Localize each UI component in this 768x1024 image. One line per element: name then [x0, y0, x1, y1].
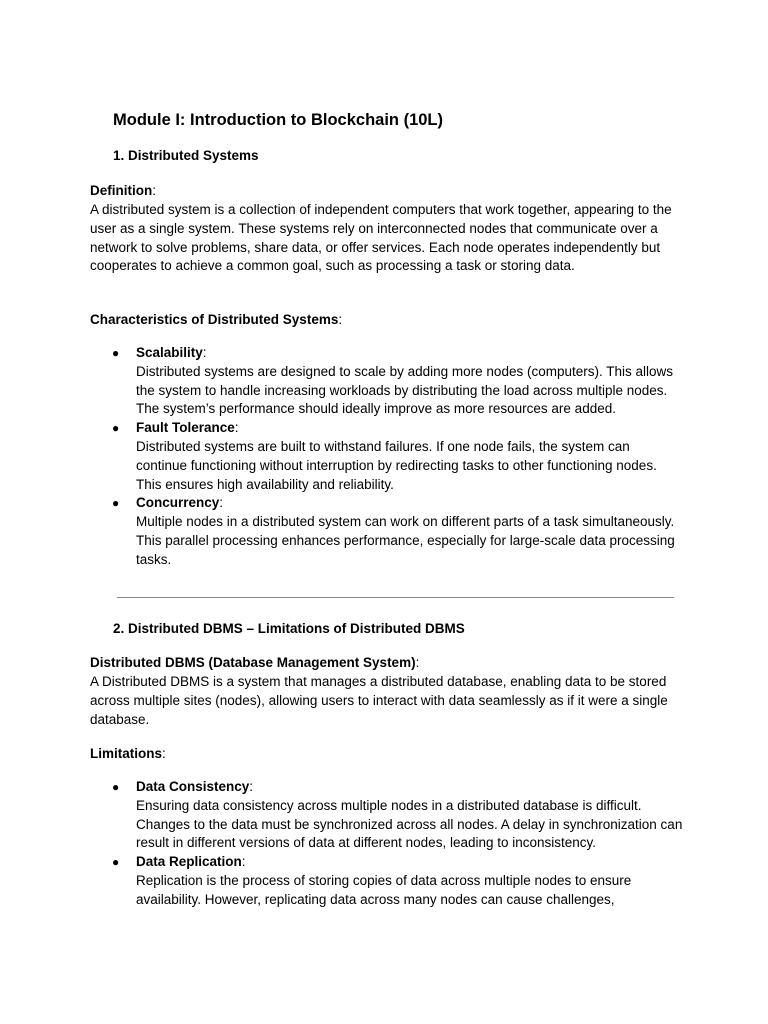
- list-item-term: Data Replication: [136, 854, 242, 870]
- list-item-data-consistency: [90, 778, 690, 853]
- section-heading-distributed-dbms: 2. Distributed DBMS – Limitations of Distributed DBMS: [113, 621, 465, 636]
- label-colon: :: [338, 312, 343, 327]
- list-item-term: Data Consistency: [136, 779, 250, 794]
- label-colon: :: [249, 779, 254, 794]
- bullet-icon: ●: [112, 421, 120, 436]
- characteristics-list: [90, 344, 690, 570]
- list-item-data-replication: [90, 853, 690, 909]
- ddbms-label: Distributed DBMS (Database Management System): [90, 655, 416, 670]
- list-item-fault-tolerance: [90, 419, 690, 494]
- list-item-term: Fault Tolerance: [136, 420, 235, 436]
- definition-paragraph: A distributed system is a collection of independent computers that work together, appearing to the user as a single system. These systems rely on interconnected nodes that communicate over a network to solve problems, share data, or offer services. Each node operates independently but cooperates to achieve a common goal, such as processing a task or storing data.: [90, 202, 672, 274]
- list-item-text: Distributed systems are built to withstand failures. If one node fails, the system can continue functioning without interruption by redirecting tasks to other functioning nodes. This ensures high availability and reliability.: [136, 438, 657, 492]
- ddbms-paragraph: A Distributed DBMS is a system that manages a distributed database, enabling data to be stored across multiple sites (nodes), allowing users to interact with data seamlessly as if it were a single database.: [90, 674, 668, 727]
- bullet-icon: ●: [112, 855, 120, 870]
- characteristics-label: Characteristics of Distributed Systems: [90, 312, 339, 327]
- list-item-text: Ensuring data consistency across multiple nodes in a distributed database is difficult. Changes to the data must be synchronized across all nodes. A delay in synchronization can result in different versions of data at different nodes, leading to inconsistency.: [136, 797, 683, 851]
- list-item-text: Distributed systems are designed to scale by adding more nodes (computers). This allows the system to handle increasing workloads by distributing the load across multiple nodes. The system’s performance should ideally improve as more resources are added.: [136, 363, 674, 417]
- section-heading-distributed-systems: 1. Distributed Systems: [113, 148, 259, 163]
- label-colon: :: [234, 420, 239, 436]
- label-colon: :: [241, 854, 246, 870]
- definition-label: Definition: [90, 183, 153, 198]
- label-colon: :: [415, 655, 420, 670]
- definition-label-line: [90, 182, 156, 200]
- limitations-label: Limitations: [90, 746, 163, 761]
- label-colon: :: [219, 495, 224, 511]
- label-colon: :: [162, 746, 166, 761]
- label-colon: :: [152, 183, 157, 198]
- module-title: Module I: Introduction to Blockchain (10L): [113, 111, 443, 129]
- list-item-term: Scalability: [136, 345, 203, 360]
- bullet-icon: ●: [112, 346, 120, 360]
- list-item-text: Replication is the process of storing copies of data across multiple nodes to ensure availability. However, replicating data across many nodes can cause challenges,: [136, 872, 632, 907]
- horizontal-divider: [117, 597, 674, 598]
- list-item-term: Concurrency: [136, 495, 220, 511]
- bullet-icon: ●: [112, 780, 120, 794]
- bullet-icon: ●: [112, 496, 120, 511]
- list-item-text: Multiple nodes in a distributed system can work on different parts of a task simultaneously. This parallel processing enhances performance, especially for large-scale data processing tasks.: [136, 514, 675, 567]
- limitations-label-line: [90, 745, 166, 763]
- characteristics-label-line: [90, 311, 342, 329]
- label-colon: :: [202, 345, 207, 360]
- list-item-concurrency: [90, 494, 690, 569]
- list-item-scalability: [90, 344, 690, 419]
- limitations-list: [90, 778, 690, 910]
- ddbms-label-line: [90, 654, 419, 672]
